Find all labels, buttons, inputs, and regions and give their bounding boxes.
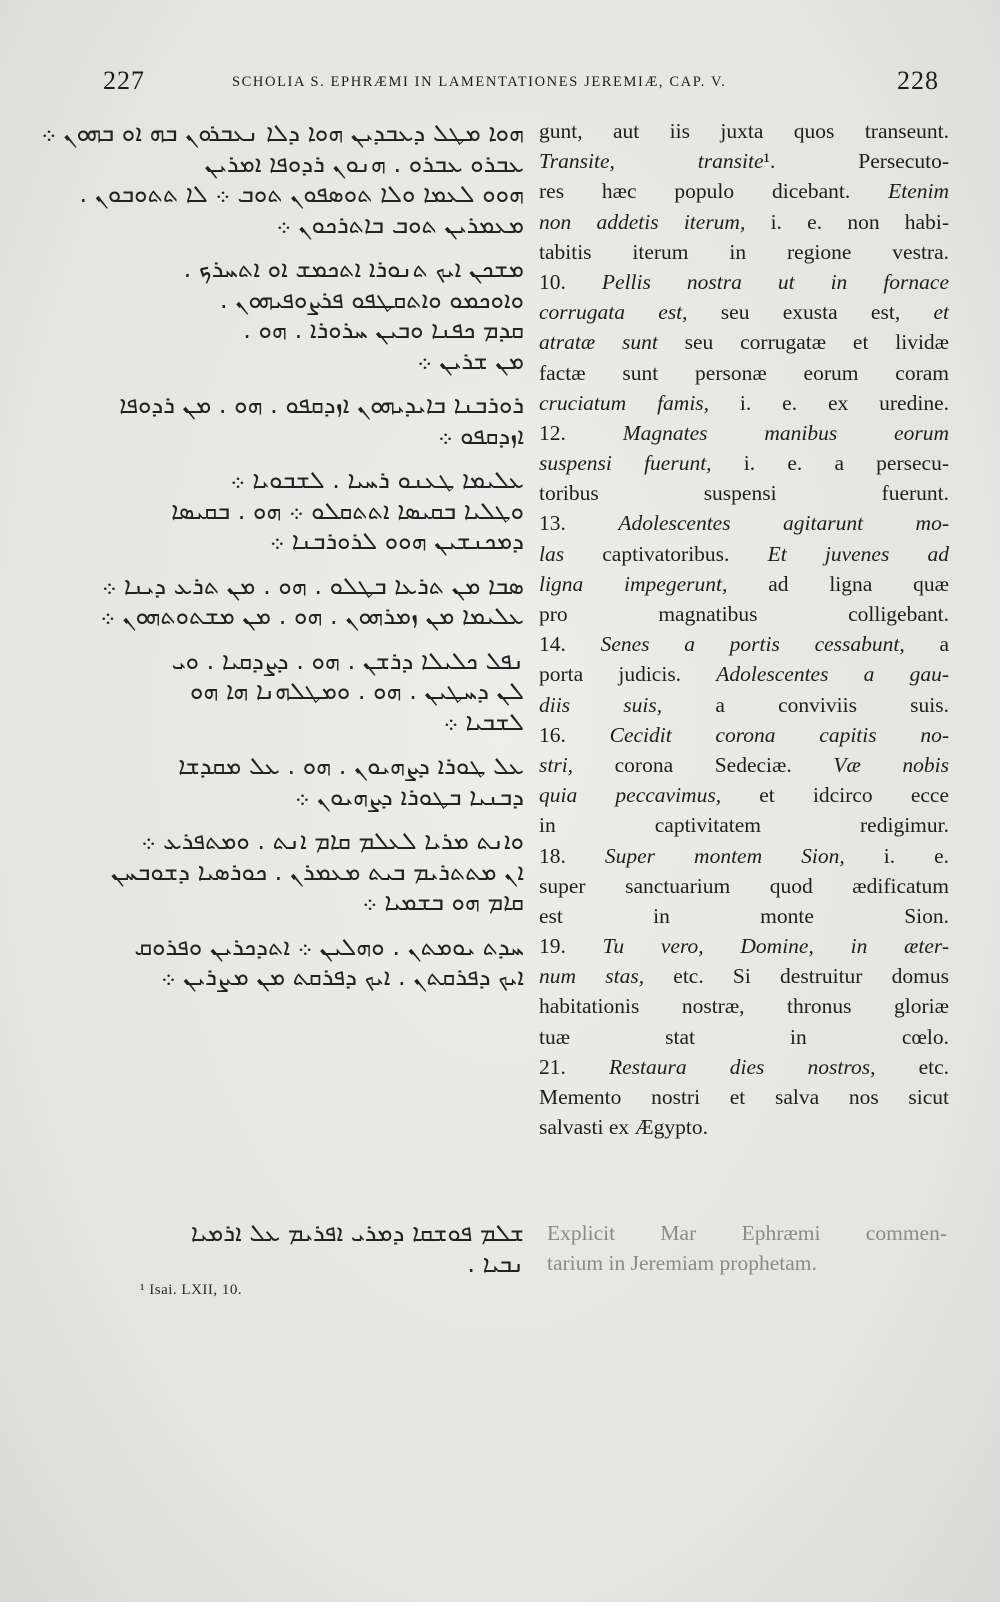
italic-text: non addetis iterum, (539, 209, 746, 234)
latin-line (539, 508, 949, 538)
latin-line (539, 267, 949, 297)
italic-text: Senes a portis cessabunt, (600, 632, 905, 657)
latin-line (539, 961, 949, 991)
italic-text: suspensi fuerunt, (539, 451, 712, 476)
explicit-line: tarium in Jeremiam prophetam. (547, 1251, 817, 1275)
syriac-line: ܗܘܐ ܡܛܠ ܕܥܒܕܝܢ ܗܘܐ ܕܠܐ ܢܥܒܪܘܢ ܒܗ ܐܘ ܒܗܘܢ ܀ (41, 119, 524, 147)
italic-text: cruciatum famis, (539, 390, 710, 415)
italic-text: stri, (539, 752, 574, 777)
latin-line (539, 569, 949, 599)
latin-line (539, 931, 949, 961)
text-segment: i. e. ex uredine. (709, 390, 949, 415)
latin-line (539, 690, 949, 720)
italic-text: las (539, 541, 565, 566)
colophon-line: ܫܠܡ ܦܘܫܩܐ ܕܡܪܝ ܐܦܪܝܡ ܥܠ ܐܪܡܝܐ (190, 1219, 524, 1247)
latin-line (539, 146, 949, 176)
latin-translation-column (539, 116, 949, 1142)
text-segment: 10. (539, 269, 602, 294)
latin-line (539, 297, 949, 327)
syriac-line: ܘܐܢܬ ܡܪܝܐ ܠܥܠܡ ܩܐܡ ܐܢܬ . ܘܡܬܦܪܥ ܀ (141, 827, 524, 855)
text-segment: porta judicis. (539, 662, 717, 687)
explicit-line: Explicit Mar Ephræmi commen- (547, 1221, 947, 1245)
latin-line (539, 720, 949, 750)
italic-text: Et juvenes ad (767, 541, 949, 566)
latin-line (539, 358, 949, 388)
italic-text: Transite, transite (539, 149, 764, 174)
text-segment: factæ sunt personæ eorum coram (539, 360, 949, 385)
page-header (0, 66, 1000, 102)
syriac-line: ܐܙܕܩܦܘ ܀ (438, 421, 524, 450)
syriac-line: ܢܦܠ ܟܠܝܠܐ ܕܪܫܢ . ܗܘ . ܕܨܕܩܝܐ . ܘܝ (171, 646, 524, 675)
text-segment: etc. (875, 1054, 950, 1079)
text-segment: corona Sedeciæ. (573, 752, 834, 777)
text-segment: tabitis iterum in regione vestra. (539, 239, 949, 264)
italic-text: Væ nobis (833, 752, 949, 777)
text-segment: salvasti ex Ægypto. (539, 1115, 708, 1140)
colophon-line: ܢܒܝܐ . (467, 1249, 524, 1278)
text-segment: ¹. Persecuto- (763, 149, 949, 174)
syriac-line: ܠܢ ܕܚܛܝܢ . ܗܘ . ܘܡܛܠܗܢܐ ܗܐ ܗܘ (189, 677, 524, 705)
italic-text: corrugata est, (539, 300, 688, 325)
latin-line (539, 871, 949, 901)
latin-line (539, 207, 949, 237)
syriac-line: ܘܐܘܟܡܘ ܘܐܬܩܛܦܘ ܦܪܨܘܦܝܗܘܢ . (220, 285, 524, 314)
text-segment: 14. (539, 632, 601, 657)
text-segment: ad ligna quæ (727, 571, 949, 596)
text-segment: 19. (539, 934, 603, 959)
syriac-line: ܠܫܒܝܐ ܀ (443, 707, 524, 736)
latin-line (539, 418, 949, 448)
syriac-line: ܥܒܪܘ ܥܒܪܘ . ܗܢܘܢ ܪܕܘܦܐ ܐܡܪܝܢ (204, 149, 524, 178)
text-segment: res hæc populo dicebant. (539, 179, 889, 204)
syriac-line: ܥܠܝܡܐ ܡܢ ܙܡܪܗܘܢ . ܗܘ . ܡܢ ܡܫܬܘܬܗܘܢ ܀ (100, 602, 524, 630)
italic-text: Etenim (888, 179, 949, 204)
syriac-line: ܥܠܝܡܐ ܛܥܢܘ ܪܚܝܐ . ܠܫܒܘܝܐ ܀ (230, 466, 524, 494)
italic-text: Tu vero, Domine, in æter- (602, 934, 950, 959)
latin-line (539, 841, 949, 871)
syriac-line: ܘܛܠܝܐ ܒܩܝܣܐ ܐܬܬܩܠܘ ܀ ܗܘ . ܒܩܝܣܐ (171, 496, 524, 525)
latin-line (539, 780, 949, 810)
syriac-line: ܗܘܘ ܠܥܡܐ ܘܠܐ ܬܘܣܦܘܢ ܬܘܒ ܀ ܠܐ ܬܬܘܒܘܢ . (79, 180, 524, 208)
footnote: ¹ Isai. LXII, 10. (140, 1282, 243, 1298)
text-segment: tuæ stat in cœlo. (539, 1024, 949, 1049)
latin-line (539, 629, 949, 659)
text-segment: 16. (539, 722, 610, 747)
syriac-line: ܪܘܪܒܢܐ ܒܐܝܕܝܗܘܢ ܐܙܕܩܦܘ . ܗܘ . ܡܢ ܪܕܘܦܐ (119, 391, 524, 419)
text-segment: 21. (539, 1054, 610, 1079)
syriac-line: ܩܕܡ ܟܦܢܐ ܘܒܝܢ ܚܪܘܪܐ . ܗܘ . (243, 316, 524, 344)
syriac-line: ܥܠ ܛܘܪܐ ܕܨܗܝܘܢ . ܗܘ . ܥܠ ܡܩܕܫܐ (178, 752, 524, 780)
latin-line (539, 1112, 949, 1142)
text-segment: i. e. (844, 843, 950, 868)
latin-line (539, 810, 949, 840)
italic-text: Super montem Sion, (604, 843, 845, 868)
syriac-text-column (41, 118, 524, 993)
italic-text: Magnates manibus eorum (622, 420, 949, 445)
italic-text: Cecidit corona capitis no- (609, 722, 949, 747)
syriac-line: ܕܒܢܝܐ ܒܛܘܪܐ ܕܨܗܝܘܢ ܀ (294, 782, 524, 811)
italic-text: et (933, 300, 949, 325)
syriac-line: ܚܕܬ ܝܘܡܬܢ . ܘܗܠܝܢ ܀ ܐܬܕܟܪܝܢ ܘܦܪܘܩ (134, 932, 524, 961)
explicit-note (547, 1218, 947, 1278)
text-segment: super sanctuarium quod ædificatum (539, 873, 949, 898)
latin-line (539, 116, 949, 146)
syriac-line: ܩܐܡ ܗܘ ܒܫܡܝܐ ܀ (362, 888, 524, 916)
latin-line (539, 991, 949, 1021)
text-segment: i. e. a persecu- (711, 451, 949, 476)
syriac-line: ܡܫܟܢ ܐܝܟ ܬܢܘܪܐ ܐܬܟܡܫ ܐܘ ܐܬܚܪܟ . (183, 255, 524, 283)
text-segment: est in monte Sion. (539, 903, 949, 928)
latin-line (539, 327, 949, 357)
text-segment: seu corrugatæ et lividæ (657, 330, 950, 355)
italic-text: Pellis nostra ut in fornace (601, 269, 949, 294)
text-segment: 13. (539, 511, 619, 536)
syriac-colophon (104, 1218, 524, 1279)
latin-line (539, 448, 949, 478)
latin-line (539, 539, 949, 569)
italic-text: Restaura dies nostros, (609, 1054, 876, 1079)
text-segment: i. e. non habi- (745, 209, 949, 234)
latin-line (539, 478, 949, 508)
italic-text: ligna impegerunt, (539, 571, 728, 596)
latin-line (539, 1022, 949, 1052)
latin-line (539, 599, 949, 629)
syriac-line: ܡܥܡܪܝܢ ܬܘܒ ܒܐܬܪܟܘܢ ܀ (276, 210, 524, 239)
syriac-line: ܐܝܟ ܕܦܪܩܬܢ . ܐܝܟ ܕܦܪܩܬ ܡܢ ܡܨܪܝܢ ܀ (161, 963, 524, 991)
text-segment: 12. (539, 420, 623, 445)
latin-line (539, 750, 949, 780)
text-segment: a conviviis suis. (662, 692, 949, 717)
text-segment: toribus suspensi fuerunt. (539, 481, 949, 506)
italic-text: diis suis, (539, 692, 663, 717)
text-segment: captivatoribus. (564, 541, 768, 566)
syriac-line: ܕܡܟܢܫܝܢ ܗܘܘ ܠܪܘܪܒܢܐ ܀ (269, 527, 524, 555)
text-segment: in captivitatem redigimur. (539, 813, 949, 838)
italic-text: quia peccavimus, (539, 783, 722, 808)
latin-line (539, 1052, 949, 1082)
latin-line (539, 237, 949, 267)
latin-line (539, 901, 949, 931)
text-segment: habitationis nostræ, thronus gloriæ (539, 994, 949, 1019)
text-segment: et idcirco ecce (721, 783, 949, 808)
text-segment: gunt, aut iis juxta quos transeunt. (539, 119, 949, 143)
text-segment: seu exusta est, (687, 300, 934, 325)
latin-line (539, 388, 949, 418)
italic-text: Adolescentes agitarunt mo- (618, 511, 949, 536)
latin-line (539, 176, 949, 206)
latin-line (539, 1082, 949, 1112)
text-segment: Memento nostri et salva nos sicut (539, 1085, 949, 1109)
latin-line (539, 659, 949, 689)
text-segment: pro magnatibus colligebant. (539, 602, 949, 626)
syriac-line: ܐܢ ܡܬܬܪܝܡ ܒܝܬ ܡܥܡܪܢ . ܟܘܪܣܝܐ ܕܫܘܒܚܢ (110, 857, 524, 886)
italic-text: atratæ sunt (539, 330, 658, 355)
text-segment: etc. Si destruitur domus (644, 964, 950, 989)
left-page-number: 227 (103, 66, 145, 95)
syriac-line: ܣܒܐ ܡܢ ܬܪܥܐ ܒܛܠܘ . ܗܘ . ܡܢ ܬܪܥ ܕܝܢܐ ܀ (101, 571, 524, 600)
text-segment: 18. (539, 843, 605, 868)
italic-text: Adolescentes a gau- (716, 662, 949, 687)
right-page-number: 228 (897, 66, 939, 95)
running-title: SCHOLIA S. EPHRÆMI IN LAMENTATIONES JEREMIÆ, CAP. V. (232, 74, 727, 90)
text-segment: a (904, 632, 949, 657)
italic-text: num stas, (539, 964, 645, 989)
syriac-line: ܡܢ ܫܪܝܢ ܀ (417, 346, 524, 375)
